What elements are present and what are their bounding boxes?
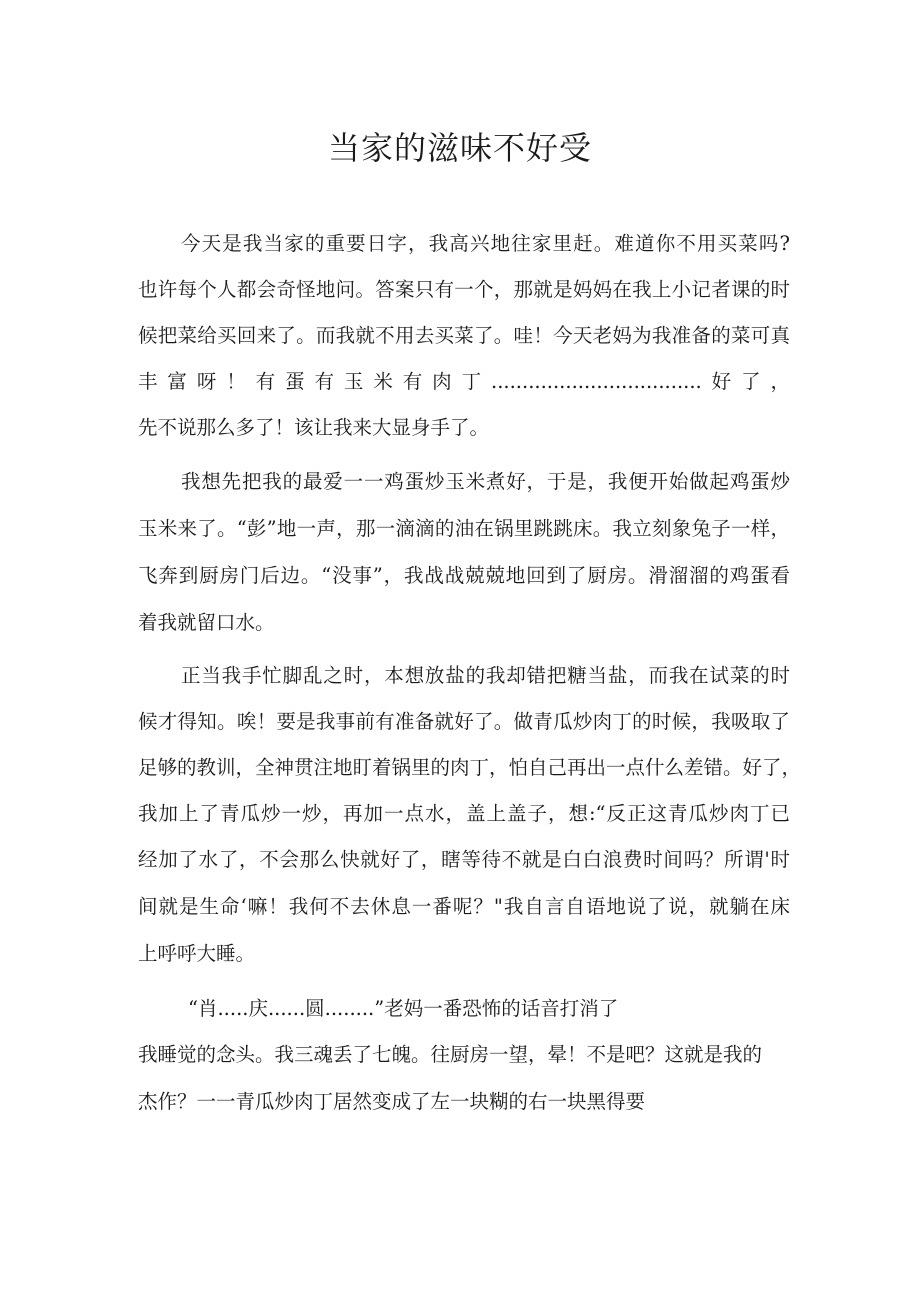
text-line: “肖.....庆......圆........”老妈一番恐怖的话音打消了 [188, 997, 619, 1020]
text-line: 玉米来了。“彭”地一声，那一滴滴的油在锅里跳跳床。我立刻象兔子一样， [138, 517, 790, 540]
text-line: 间就是生命‘嘛！我何不去休息一番呢？"我自言自语地说了说，就躺在床 [138, 895, 790, 918]
text-line: 着我就留口水。 [138, 611, 275, 634]
text-line: 我想先把我的最爱一一鸡蛋炒玉米煮好，于是，我便开始做起鸡蛋炒 [181, 470, 790, 493]
text-line: 先不说那么多了！该让我来大显身手了。 [138, 416, 490, 439]
text-line: 丰富呀！有蛋有玉米有肉丁..................................好了， [138, 370, 790, 393]
text-line: 正当我手忙脚乱之时，本想放盐的我却错把糖当盐，而我在试菜的时 [181, 664, 790, 687]
text-line: 也许每个人都会奇怪地问。答案只有一个，那就是妈妈在我上小记者课的时 [138, 278, 790, 301]
text-line: 候把菜给买回来了。而我就不用去买菜了。哇！今天老妈为我准备的菜可真 [138, 324, 790, 347]
text-line: 经加了水了，不会那么快就好了，瞎等待不就是白白浪费时间吗？所谓'时 [138, 848, 790, 871]
text-line: 今天是我当家的重要日字，我高兴地往家里赶。难道你不用买菜吗? [181, 232, 790, 255]
text-line: 我睡觉的念头。我三魂丢了七魄。往厨房一望，晕！不是吧？这就是我的 [138, 1043, 763, 1066]
text-line: 上呼呼大睡。 [138, 942, 256, 965]
text-line: 杰作？一一青瓜炒肉丁居然变成了左一块糊的右一块黑得要 [138, 1090, 646, 1113]
document-title: 当家的滋味不好受 [327, 129, 592, 167]
text-line: 我加上了青瓜炒一炒，再加一点水，盖上盖子，想:“反正这青瓜炒肉丁已 [138, 802, 790, 825]
text-line: 飞奔到厨房门后边。“没事”，我战战兢兢地回到了厨房。滑溜溜的鸡蛋看 [138, 564, 790, 587]
text-line: 足够的教训，全神贯注地盯着锅里的肉丁，怕自己再出一点什么差错。好了， [138, 756, 802, 779]
text-line: 候才得知。唉！要是我事前有准备就好了。做青瓜炒肉丁的时候，我吸取了 [138, 710, 790, 733]
